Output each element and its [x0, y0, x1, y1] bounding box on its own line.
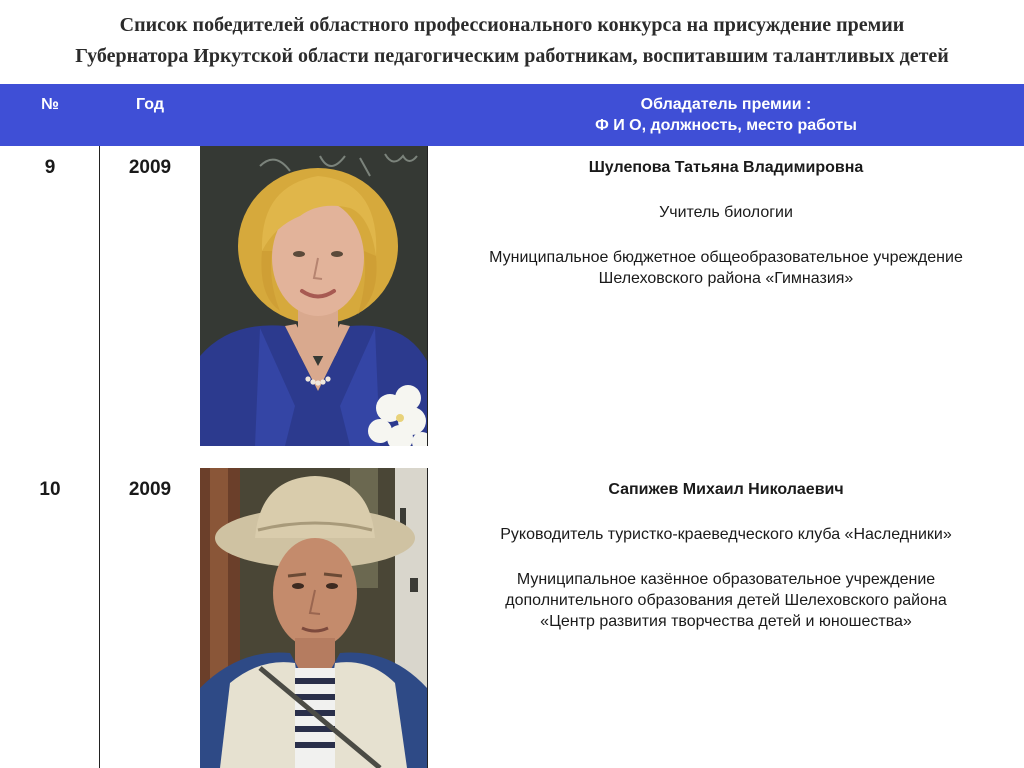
header-owner-line-2: Ф И О, должность, место работы	[595, 117, 857, 134]
row-1-year: 2009	[128, 157, 172, 178]
column-divider-1	[99, 146, 100, 768]
row-2-position: Руководитель туристко-краеведческого клуба «Наследники»	[500, 526, 952, 543]
row-1-name: Шулепова Татьяна Владимировна	[588, 159, 864, 176]
page-title	[0, 10, 1024, 72]
row-2-info	[428, 479, 1024, 632]
row-1-org-line-1: Муниципальное бюджетное общеобразовательное учреждение	[489, 249, 963, 266]
row-2-number: 10	[39, 479, 61, 500]
row-2-year: 2009	[128, 479, 172, 500]
row-2-org-line-3: «Центр развития творчества детей и юношества»	[540, 613, 912, 630]
title-line-1: Список победителей областного профессионального конкурса на присуждение премии	[119, 14, 905, 36]
row-1-org-line-2: Шелеховского района «Гимназия»	[598, 270, 854, 287]
photo-portrait-woman	[200, 146, 427, 446]
photo-portrait-man	[200, 468, 427, 768]
row-1-info	[428, 157, 1024, 289]
header-year: Год	[136, 96, 164, 113]
row-1-organization	[428, 247, 1024, 289]
header-owner-line-1: Обладатель премии :	[640, 96, 812, 113]
title-line-2: Губернатора Иркутской области педагогическим работникам, воспитавшим талантливых детей	[75, 45, 949, 67]
row-1-number: 9	[44, 157, 56, 178]
table-header	[0, 84, 1024, 146]
header-owner	[428, 94, 1024, 136]
row-2-org-line-2: дополнительного образования детей Шелеховского района	[505, 592, 947, 609]
header-number: №	[41, 96, 59, 113]
row-2-name: Сапижев Михаил Николаевич	[608, 481, 844, 498]
row-2-org-line-1: Муниципальное казённое образовательное учреждение	[516, 571, 936, 588]
row-1-position: Учитель биологии	[659, 204, 793, 221]
row-2-organization	[428, 569, 1024, 632]
